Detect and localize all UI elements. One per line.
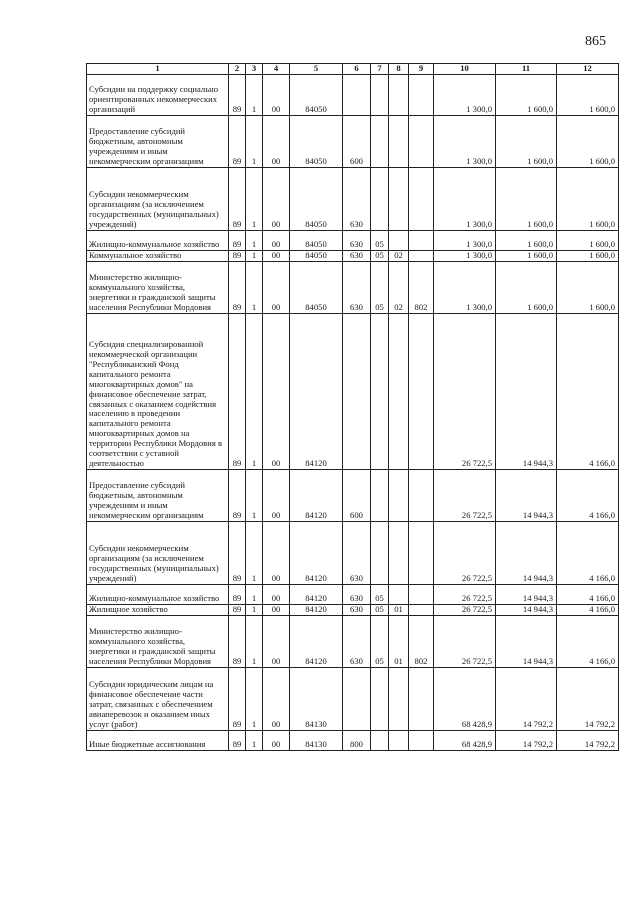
amount-cell: 1 300,0 [434,168,496,231]
code-cell: 89 [229,469,246,521]
code-cell: 630 [343,231,371,251]
code-cell [389,231,409,251]
code-cell: 84120 [290,469,343,521]
code-cell: 1 [246,604,263,615]
amount-cell: 1 300,0 [434,116,496,168]
amount-cell: 1 600,0 [496,231,557,251]
amount-cell: 1 600,0 [496,75,557,116]
code-cell [371,667,389,730]
code-cell: 00 [263,168,290,231]
code-cell: 800 [343,730,371,750]
code-cell [409,604,434,615]
code-cell: 89 [229,615,246,667]
row-description: Коммунальное хозяйство [87,251,229,262]
column-header-11: 11 [496,64,557,75]
code-cell: 00 [263,604,290,615]
code-cell [409,584,434,604]
code-cell: 89 [229,584,246,604]
code-cell: 1 [246,584,263,604]
code-cell: 89 [229,730,246,750]
table-row [87,313,619,469]
table-row [87,116,619,168]
code-cell: 00 [263,667,290,730]
code-cell: 00 [263,251,290,262]
amount-cell: 26 722,5 [434,313,496,469]
row-description: Жилищно-коммунальное хозяйство [87,584,229,604]
code-cell: 00 [263,521,290,584]
table-row [87,584,619,604]
code-cell [409,313,434,469]
code-cell: 84120 [290,604,343,615]
code-cell: 630 [343,615,371,667]
code-cell: 89 [229,251,246,262]
row-description: Иные бюджетные ассигнования [87,730,229,750]
code-cell [409,168,434,231]
amount-cell: 14 944,3 [496,584,557,604]
code-cell: 89 [229,116,246,168]
amount-cell: 1 600,0 [557,116,619,168]
code-cell [409,251,434,262]
code-cell [371,313,389,469]
code-cell [389,116,409,168]
code-cell: 89 [229,231,246,251]
amount-cell: 14 792,2 [496,667,557,730]
amount-cell: 1 300,0 [434,251,496,262]
code-cell [371,469,389,521]
amount-cell: 1 600,0 [557,231,619,251]
row-description: Жилищное хозяйство [87,604,229,615]
amount-cell: 1 600,0 [496,261,557,313]
code-cell: 05 [371,231,389,251]
amount-cell: 1 600,0 [496,116,557,168]
amount-cell: 26 722,5 [434,615,496,667]
column-header-9: 9 [409,64,434,75]
code-cell [371,168,389,231]
code-cell [343,313,371,469]
table-row [87,168,619,231]
code-cell: 630 [343,251,371,262]
code-cell: 1 [246,469,263,521]
code-cell: 89 [229,521,246,584]
code-cell: 630 [343,168,371,231]
amount-cell: 1 300,0 [434,231,496,251]
code-cell [409,75,434,116]
code-cell: 84050 [290,75,343,116]
code-cell: 89 [229,75,246,116]
column-header-1: 1 [87,64,229,75]
code-cell: 84050 [290,116,343,168]
row-description: Министерство жилищно-коммунального хозяйства, энергетики и гражданской защиты населения Республики Мордовия [87,261,229,313]
amount-cell: 4 166,0 [557,313,619,469]
column-header-6: 6 [343,64,371,75]
table-row [87,231,619,251]
code-cell: 89 [229,261,246,313]
amount-cell: 1 600,0 [496,251,557,262]
code-cell: 02 [389,251,409,262]
column-header-3: 3 [246,64,263,75]
amount-cell: 4 166,0 [557,615,619,667]
code-cell [389,313,409,469]
code-cell: 84120 [290,615,343,667]
amount-cell: 26 722,5 [434,521,496,584]
amount-cell: 14 792,2 [496,730,557,750]
table-row [87,730,619,750]
code-cell: 00 [263,584,290,604]
code-cell: 00 [263,116,290,168]
column-header-8: 8 [389,64,409,75]
code-cell: 89 [229,667,246,730]
code-cell: 84050 [290,231,343,251]
row-description: Предоставление субсидий бюджетным, автономным учреждениям и иным некоммерческим организациям [87,116,229,168]
amount-cell: 14 792,2 [557,730,619,750]
code-cell: 1 [246,521,263,584]
table-row [87,604,619,615]
amount-cell: 4 166,0 [557,584,619,604]
code-cell [371,730,389,750]
code-cell: 1 [246,730,263,750]
row-description: Предоставление субсидий бюджетным, автономным учреждениям и иным некоммерческим организациям [87,469,229,521]
table-row [87,75,619,116]
code-cell: 89 [229,604,246,615]
code-cell: 00 [263,469,290,521]
code-cell [343,667,371,730]
amount-cell: 68 428,9 [434,730,496,750]
amount-cell: 1 600,0 [557,168,619,231]
row-description: Жилищно-коммунальное хозяйство [87,231,229,251]
code-cell: 00 [263,231,290,251]
amount-cell: 1 600,0 [496,168,557,231]
code-cell: 05 [371,251,389,262]
row-description: Субсидии на поддержку социально ориентированных некоммерческих организаций [87,75,229,116]
code-cell: 1 [246,667,263,730]
table-body [87,75,619,751]
code-cell: 84050 [290,168,343,231]
code-cell: 05 [371,261,389,313]
code-cell: 630 [343,604,371,615]
code-cell [371,75,389,116]
code-cell [371,521,389,584]
row-description: Министерство жилищно-коммунального хозяйства, энергетики и гражданской защиты населения Республики Мордовия [87,615,229,667]
code-cell: 84050 [290,251,343,262]
code-cell [389,667,409,730]
amount-cell: 4 166,0 [557,521,619,584]
code-cell [409,521,434,584]
column-header-5: 5 [290,64,343,75]
code-cell [409,469,434,521]
amount-cell: 14 944,3 [496,604,557,615]
amount-cell: 1 600,0 [557,261,619,313]
code-cell: 89 [229,168,246,231]
amount-cell: 14 944,3 [496,521,557,584]
table-row [87,521,619,584]
amount-cell: 1 600,0 [557,75,619,116]
code-cell: 84120 [290,313,343,469]
code-cell: 600 [343,116,371,168]
code-cell: 802 [409,615,434,667]
page-number: 865 [585,34,606,49]
code-cell [343,75,371,116]
table-row [87,469,619,521]
amount-cell: 1 300,0 [434,75,496,116]
table-row [87,667,619,730]
row-description: Субсидии некоммерческим организациям (за исключением государственных (муниципальных) учреждений) [87,521,229,584]
code-cell: 05 [371,604,389,615]
table-row [87,261,619,313]
amount-cell: 26 722,5 [434,584,496,604]
amount-cell: 14 944,3 [496,469,557,521]
header-row [87,64,619,75]
code-cell: 630 [343,521,371,584]
amount-cell: 1 300,0 [434,261,496,313]
code-cell: 84120 [290,584,343,604]
code-cell [409,730,434,750]
table-row [87,251,619,262]
column-header-12: 12 [557,64,619,75]
code-cell: 1 [246,251,263,262]
column-header-10: 10 [434,64,496,75]
code-cell: 1 [246,116,263,168]
row-description: Субсидии некоммерческим организациям (за исключением государственных (муниципальных) учреждений) [87,168,229,231]
code-cell [389,584,409,604]
amount-cell: 26 722,5 [434,604,496,615]
code-cell: 1 [246,168,263,231]
code-cell: 00 [263,615,290,667]
code-cell [371,116,389,168]
code-cell: 1 [246,231,263,251]
code-cell: 01 [389,615,409,667]
amount-cell: 4 166,0 [557,469,619,521]
amount-cell: 14 944,3 [496,615,557,667]
code-cell [389,168,409,231]
code-cell: 00 [263,730,290,750]
code-cell: 01 [389,604,409,615]
amount-cell: 68 428,9 [434,667,496,730]
row-description: Субсидия специализированной некоммерческой организации "Республиканский Фонд капитального ремонта многоквартирных домов" на финансовое обеспечение затрат, связанных с оказанием содействия населению в проведении капитального ремонта многоквартирных домов на территории Республики Мордовия в соответствии с уставной деятельностью [87,313,229,469]
amount-cell: 14 792,2 [557,667,619,730]
code-cell [389,730,409,750]
code-cell [409,116,434,168]
code-cell [389,469,409,521]
column-header-4: 4 [263,64,290,75]
code-cell [409,231,434,251]
code-cell: 84130 [290,730,343,750]
budget-table [86,63,619,751]
code-cell [389,521,409,584]
amount-cell: 4 166,0 [557,604,619,615]
code-cell: 00 [263,313,290,469]
code-cell: 00 [263,75,290,116]
table-row [87,615,619,667]
amount-cell: 1 600,0 [557,251,619,262]
code-cell: 84130 [290,667,343,730]
code-cell: 1 [246,261,263,313]
column-header-7: 7 [371,64,389,75]
code-cell: 02 [389,261,409,313]
code-cell [409,667,434,730]
code-cell: 05 [371,584,389,604]
code-cell: 1 [246,615,263,667]
code-cell: 00 [263,261,290,313]
code-cell: 84050 [290,261,343,313]
code-cell: 05 [371,615,389,667]
code-cell: 802 [409,261,434,313]
code-cell: 1 [246,75,263,116]
code-cell: 84120 [290,521,343,584]
code-cell: 1 [246,313,263,469]
code-cell [389,75,409,116]
column-header-2: 2 [229,64,246,75]
row-description: Субсидии юридическим лицам на финансовое обеспечение части затрат, связанных с обеспечением авиаперевозок и оказанием иных услуг (работ) [87,667,229,730]
code-cell: 89 [229,313,246,469]
code-cell: 630 [343,584,371,604]
amount-cell: 26 722,5 [434,469,496,521]
code-cell: 630 [343,261,371,313]
amount-cell: 14 944,3 [496,313,557,469]
code-cell: 600 [343,469,371,521]
